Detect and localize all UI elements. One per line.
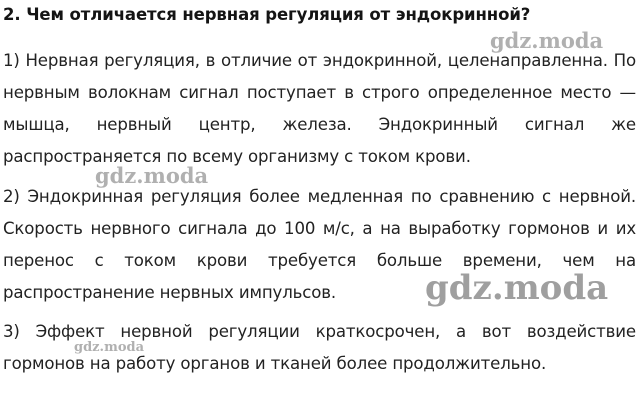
watermark: gdz.moda <box>490 28 604 53</box>
watermark: gdz.moda <box>95 163 209 188</box>
watermark: gdz.moda <box>425 268 609 308</box>
answer-paragraph-2: 2) Эндокринная регуляция более медленная по сравнению с нервной. Скорость нервного сигнала до 100 м/с, а на выработку гормонов и их перенос с током крови требуется больше времени, чем на распространение нервных импульсов. <box>3 187 636 302</box>
question-heading: 2. Чем отличается нервная регуляция от эндокринной? <box>3 5 531 24</box>
watermark: gdz.moda <box>74 340 145 355</box>
answer-paragraph-1: 1) Нервная регуляция, в отличие от эндокринной, целенаправленна. По нервным волокнам сигнал поступает в строго определенное место — мышца, нервный центр, железа. Эндокринный сигнал же распространяется по всему организму с током крови. <box>3 51 636 166</box>
answer-paragraph-3: 3) Эффект нервной регуляции краткосрочен, а вот воздействие гормонов на работу органов и тканей более продолжительно. <box>3 322 636 373</box>
